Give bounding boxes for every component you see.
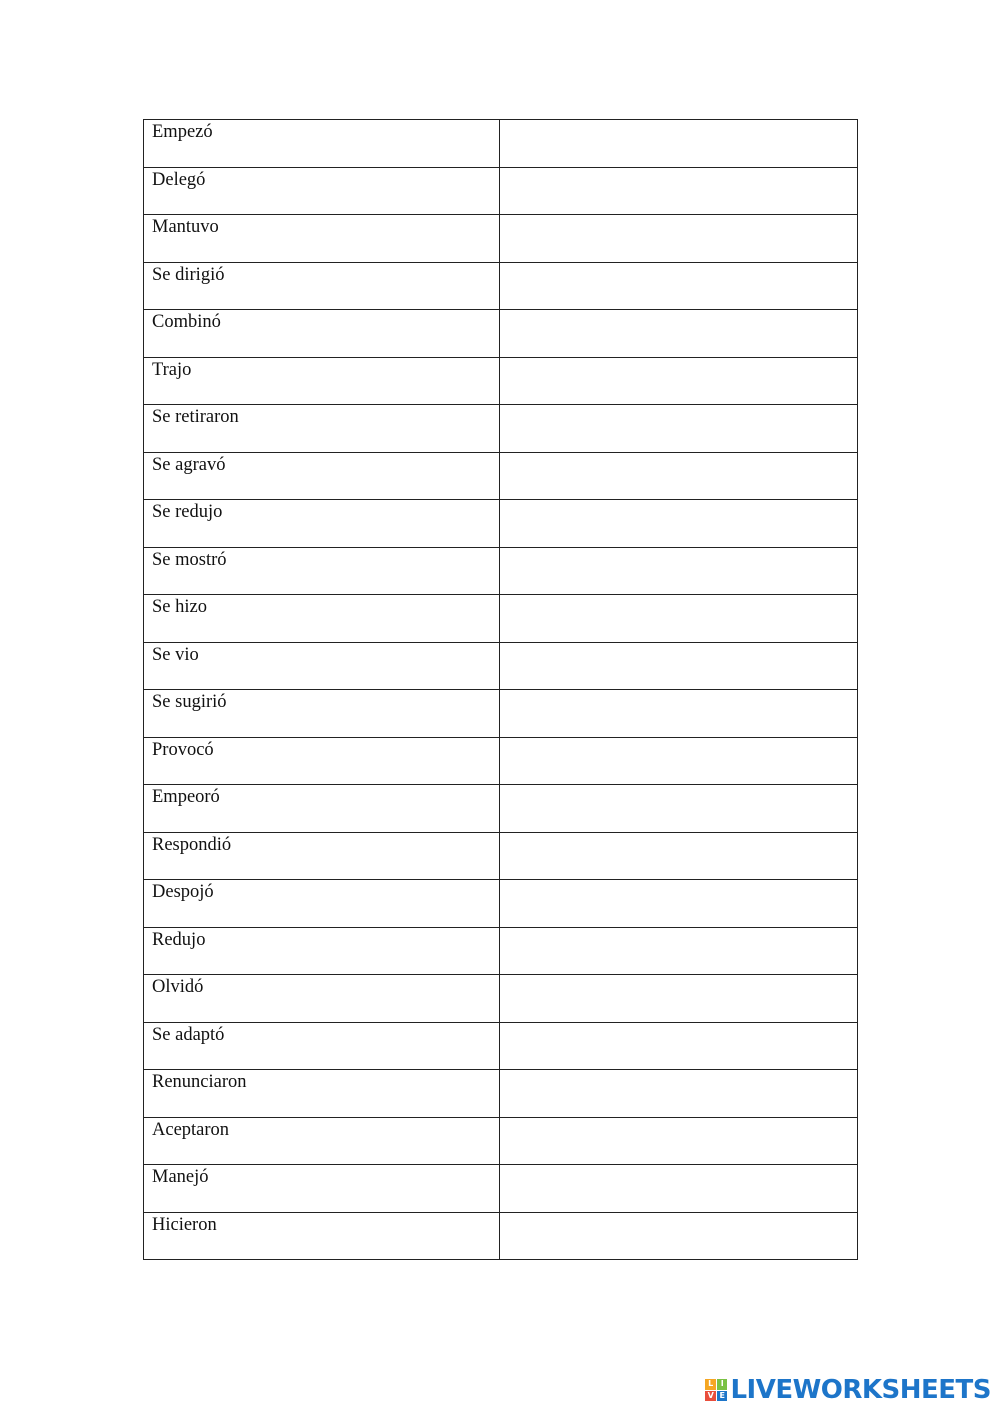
word-label: Se dirigió bbox=[152, 264, 225, 285]
answer-cell[interactable] bbox=[500, 547, 858, 595]
word-cell bbox=[144, 927, 500, 975]
table-row bbox=[144, 642, 858, 690]
answer-cell[interactable] bbox=[500, 832, 858, 880]
table-row bbox=[144, 452, 858, 500]
word-label: Se adaptó bbox=[152, 1024, 225, 1045]
table-row bbox=[144, 1165, 858, 1213]
answer-cell[interactable] bbox=[500, 1022, 858, 1070]
table-row bbox=[144, 310, 858, 358]
word-cell bbox=[144, 262, 500, 310]
word-label: Respondió bbox=[152, 834, 232, 855]
word-label: Empeoró bbox=[152, 787, 220, 807]
word-cell bbox=[144, 120, 500, 168]
brand-name: LIVEWORKSHEETS bbox=[730, 1375, 991, 1405]
table-row bbox=[144, 737, 858, 785]
word-cell bbox=[144, 452, 500, 500]
answer-cell[interactable] bbox=[500, 1117, 858, 1165]
liveworksheets-brand bbox=[705, 1375, 991, 1405]
word-label: Se sugirió bbox=[152, 692, 227, 712]
table-row bbox=[144, 975, 858, 1023]
word-cell bbox=[144, 1070, 500, 1118]
table-row bbox=[144, 1212, 858, 1260]
word-label: Redujo bbox=[152, 929, 206, 950]
answer-cell[interactable] bbox=[500, 120, 858, 168]
word-cell bbox=[144, 690, 500, 738]
logo-tile-l: L bbox=[705, 1379, 716, 1390]
word-cell bbox=[144, 1212, 500, 1260]
word-label: Se mostró bbox=[152, 549, 227, 570]
answer-cell[interactable] bbox=[500, 595, 858, 643]
word-cell bbox=[144, 737, 500, 785]
table-row bbox=[144, 357, 858, 405]
table-row bbox=[144, 215, 858, 263]
word-label: Combinó bbox=[152, 312, 221, 332]
answer-cell[interactable] bbox=[500, 975, 858, 1023]
table-row bbox=[144, 927, 858, 975]
word-cell bbox=[144, 167, 500, 215]
word-cell bbox=[144, 215, 500, 263]
worksheet-rows bbox=[144, 120, 858, 1260]
answer-cell[interactable] bbox=[500, 357, 858, 405]
answer-cell[interactable] bbox=[500, 167, 858, 215]
word-label: Renunciaron bbox=[152, 1072, 247, 1092]
word-cell bbox=[144, 642, 500, 690]
word-cell bbox=[144, 1022, 500, 1070]
answer-cell[interactable] bbox=[500, 1212, 858, 1260]
answer-cell[interactable] bbox=[500, 452, 858, 500]
answer-cell[interactable] bbox=[500, 785, 858, 833]
word-cell bbox=[144, 832, 500, 880]
word-cell bbox=[144, 547, 500, 595]
word-label: Olvidó bbox=[152, 977, 204, 997]
table-row bbox=[144, 595, 858, 643]
answer-cell[interactable] bbox=[500, 262, 858, 310]
answer-cell[interactable] bbox=[500, 500, 858, 548]
answer-cell[interactable] bbox=[500, 405, 858, 453]
table-row bbox=[144, 120, 858, 168]
answer-cell[interactable] bbox=[500, 737, 858, 785]
word-label: Hicieron bbox=[152, 1214, 217, 1235]
answer-cell[interactable] bbox=[500, 1165, 858, 1213]
word-cell bbox=[144, 785, 500, 833]
answer-cell[interactable] bbox=[500, 927, 858, 975]
word-label: Se redujo bbox=[152, 502, 223, 522]
word-label: Manejó bbox=[152, 1167, 209, 1187]
table-row bbox=[144, 1117, 858, 1165]
logo-tile-i: I bbox=[717, 1379, 728, 1390]
word-cell bbox=[144, 880, 500, 928]
worksheet-table bbox=[143, 119, 858, 1260]
word-label: Aceptaron bbox=[152, 1119, 230, 1140]
table-row bbox=[144, 1022, 858, 1070]
word-cell bbox=[144, 975, 500, 1023]
table-row bbox=[144, 500, 858, 548]
answer-cell[interactable] bbox=[500, 1070, 858, 1118]
word-label: Empezó bbox=[152, 122, 213, 142]
answer-cell[interactable] bbox=[500, 880, 858, 928]
word-label: Trajo bbox=[152, 359, 192, 380]
table-row bbox=[144, 405, 858, 453]
word-cell bbox=[144, 357, 500, 405]
answer-cell[interactable] bbox=[500, 310, 858, 358]
word-label: Se agravó bbox=[152, 454, 226, 475]
answer-cell[interactable] bbox=[500, 690, 858, 738]
word-cell bbox=[144, 310, 500, 358]
word-label: Despojó bbox=[152, 882, 214, 902]
liveworksheets-logo-icon bbox=[705, 1379, 727, 1401]
word-label: Mantuvo bbox=[152, 217, 219, 237]
logo-tile-e: E bbox=[717, 1391, 728, 1402]
word-cell bbox=[144, 405, 500, 453]
table-row bbox=[144, 880, 858, 928]
word-cell bbox=[144, 500, 500, 548]
answer-cell[interactable] bbox=[500, 642, 858, 690]
table-row bbox=[144, 785, 858, 833]
word-label: Se hizo bbox=[152, 597, 207, 617]
word-cell bbox=[144, 1165, 500, 1213]
table-row bbox=[144, 167, 858, 215]
table-row bbox=[144, 262, 858, 310]
word-label: Delegó bbox=[152, 169, 206, 190]
word-cell bbox=[144, 595, 500, 643]
word-label: Se vio bbox=[152, 644, 199, 665]
logo-tile-v: V bbox=[705, 1391, 716, 1402]
word-cell bbox=[144, 1117, 500, 1165]
word-label: Provocó bbox=[152, 739, 214, 760]
table-row bbox=[144, 690, 858, 738]
word-label: Se retiraron bbox=[152, 407, 239, 427]
table-row bbox=[144, 1070, 858, 1118]
table-row bbox=[144, 832, 858, 880]
table-row bbox=[144, 547, 858, 595]
answer-cell[interactable] bbox=[500, 215, 858, 263]
